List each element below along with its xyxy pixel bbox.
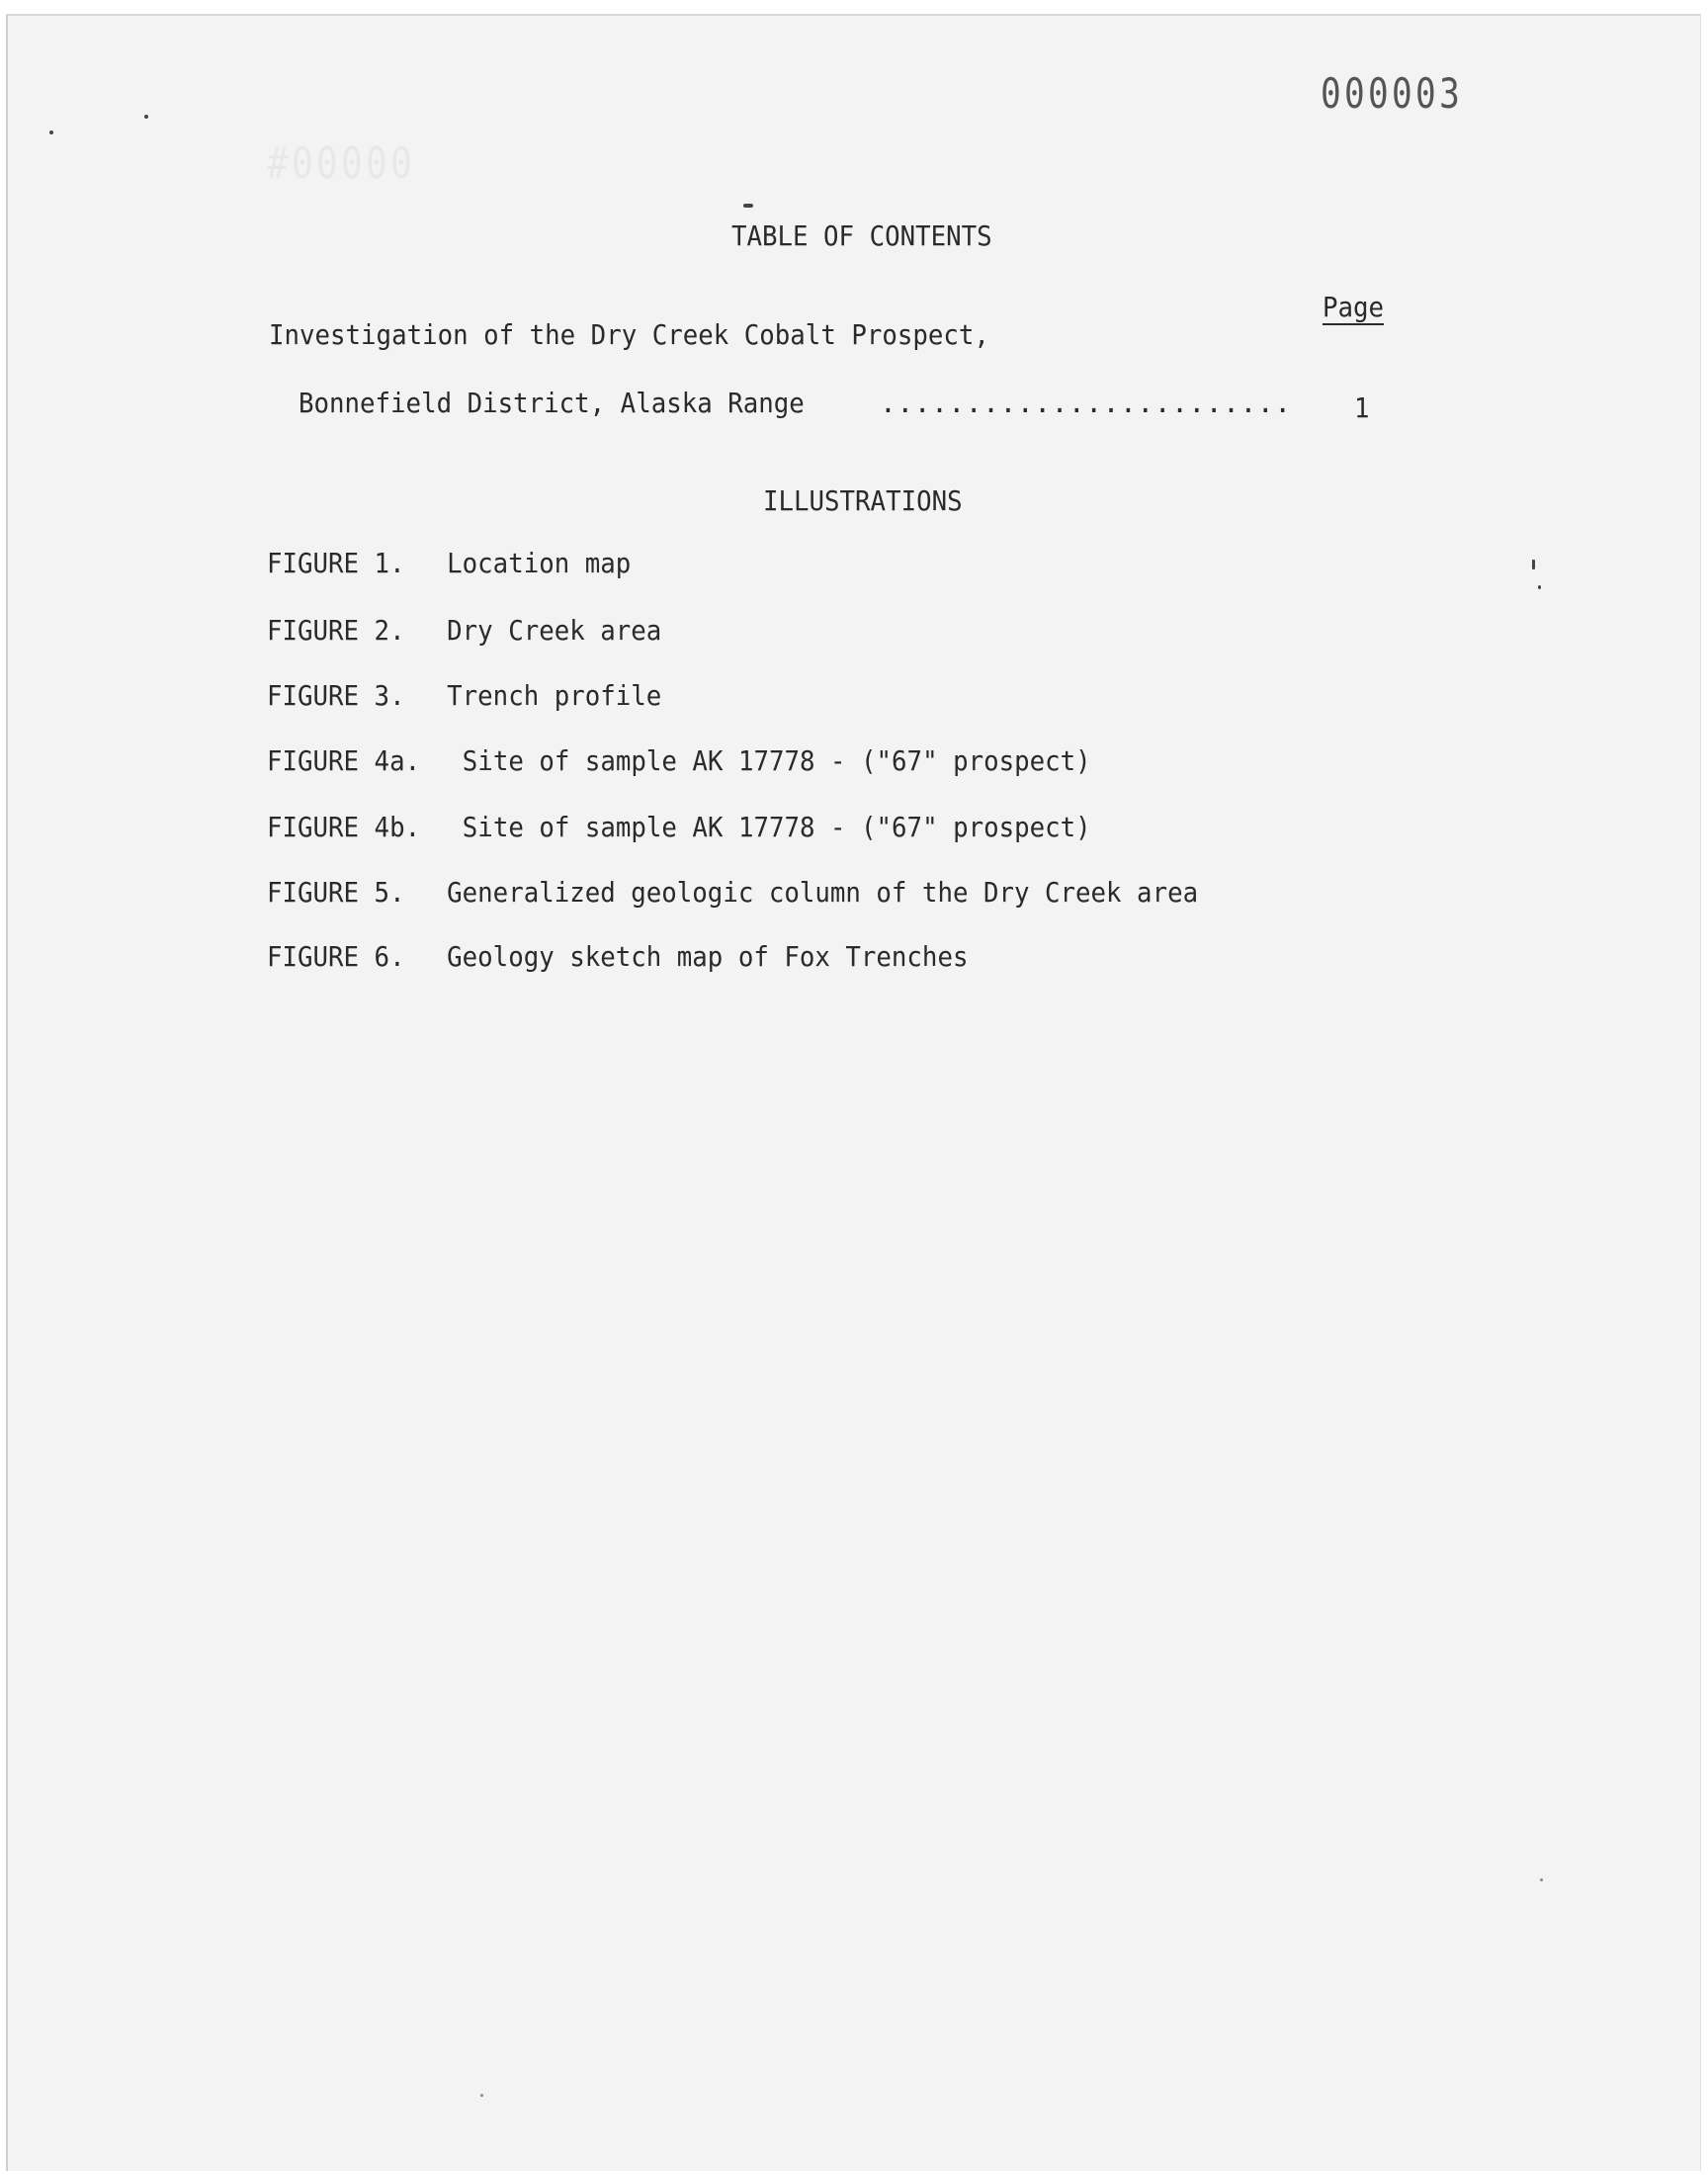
faint-stamp-number: #00000: [267, 138, 416, 189]
scan-speck: [1532, 560, 1535, 569]
scan-speck: [1540, 1878, 1543, 1881]
figure-caption: Geology sketch map of Fox Trenches: [447, 940, 969, 973]
figure-caption: Generalized geologic column of the Dry Creek area: [447, 876, 1199, 909]
scan-speck: [49, 130, 53, 134]
figure-caption: Dry Creek area: [447, 614, 662, 647]
figure-caption: Site of sample AK 17778 - ("67" prospect): [462, 744, 1091, 777]
toc-entry-line-1: Investigation of the Dry Creek Cobalt Prospect,: [269, 318, 989, 351]
page-column-header: Page: [1323, 291, 1385, 323]
figure-caption: Location map: [447, 547, 632, 579]
figure-label: FIGURE 2.: [267, 614, 405, 647]
figure-caption: Site of sample AK 17778 - ("67" prospect): [462, 811, 1091, 843]
figure-caption: Trench profile: [447, 679, 662, 712]
illustrations-title: ILLUSTRATIONS: [763, 484, 963, 517]
figure-label: FIGURE 4a.: [267, 744, 421, 777]
toc-entry-line-2: Bonnefield District, Alaska Range: [299, 387, 805, 419]
scan-speck: [480, 2094, 483, 2097]
figure-row: [267, 940, 969, 1038]
scan-speck: [1538, 585, 1541, 589]
scan-speck: [743, 204, 753, 208]
figure-label: FIGURE 4b.: [267, 811, 421, 843]
figure-label: FIGURE 6.: [267, 940, 405, 973]
stamp-number: 000003: [1321, 69, 1464, 118]
toc-entry-leader: ........................: [880, 387, 1292, 419]
toc-entry-page-number: 1: [1354, 392, 1370, 424]
figure-label: FIGURE 1.: [267, 547, 405, 579]
scan-speck: [144, 115, 148, 119]
figure-label: FIGURE 5.: [267, 876, 405, 909]
toc-title: TABLE OF CONTENTS: [731, 219, 992, 252]
figure-label: FIGURE 3.: [267, 679, 405, 712]
